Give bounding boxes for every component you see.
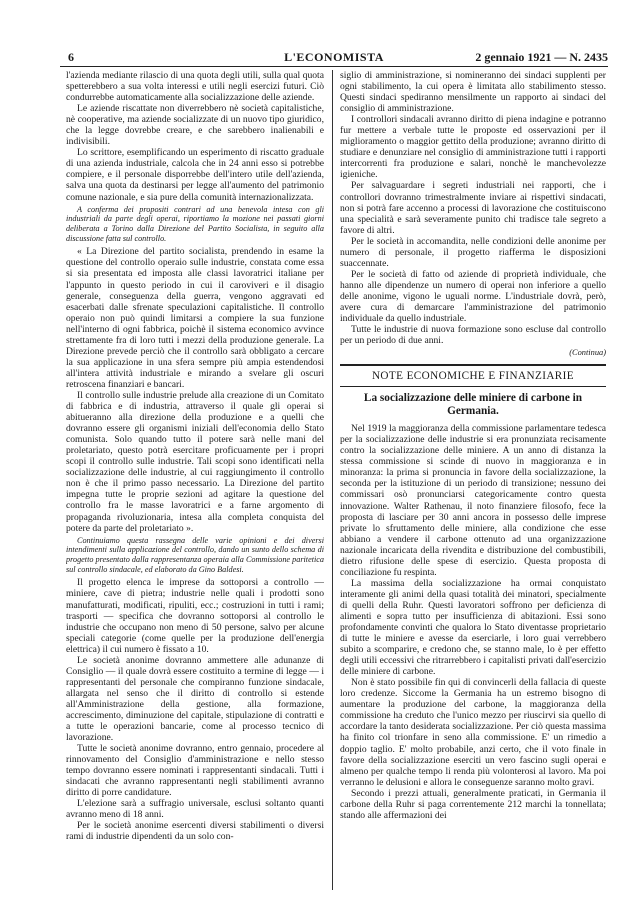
quoted-motion: Il controllo sulle industrie prelude alla creazione di un Comitato di fabbrica e di industria, attraverso il quale gli operai si abitueranno alla direzione della produzione e a quelli che dovranno essere gli organismi iniziali dell'economia dello Stato comunista. Solo quando tutto il potere sarà nelle mani del proletariato, questo potrà esercitare proficuamente per i propri scopi il controllo sulle industrie. Tali scopi sono identificati nella socializzazione delle industrie, al cui raggiungimento il controllo non è che il primo passo necessario. La Direzione del partito impegna tutte le proprie sezioni ad agitare la questione del controllo fra le masse lavoratrici e a farne argomento di propaganda rivoluzionaria, intesa alla completa conquista del potere da parte del proletariato ». xyxy=(66,389,324,534)
paragraph: Le aziende riscattate non diverrebbero nè società capitalistiche, nè cooperative, ma aziende socializzate di un nuovo tipo giuridico, che la legge dovrebbe creare, e che sarebbero inalienabili e indivisibili. xyxy=(66,103,324,148)
header-rule xyxy=(60,66,608,67)
paragraph: Per salvaguardare i segreti industriali nei rapporti, che i controllori dovranno trimestralmente inviare ai rispettivi sindacati, non si potrà fare accenno a processi di lavorazione che costituiscono una specialità e sarà severamente punito chi tradisce tale segreto a favore di altri. xyxy=(340,180,606,236)
paragraph: Per le società di fatto od aziende di proprietà individuale, che hanno alle dipendenze un numero di operai non inferiore a quello delle anonime, vigono le uguali norme. L'industriale dovrà, però, avere cura di demarcare l'amministrazione del patrimonio individuale da quello industriale. xyxy=(340,268,606,325)
paragraph: l'azienda mediante rilascio di una quota degli utili, sulla qual quota spetterebbero a sua volta interessi e utili negli esercizi futuri. Ciò condurrebbe automaticamente alla socializzazione delle aziende. xyxy=(66,70,324,104)
paragraph: Secondo i prezzi attuali, generalmente praticati, in Germania il carbone della Ruhr si paga correntemente 212 marchi la tonnellata; stando alle affermazioni dei xyxy=(340,787,606,821)
paragraph: Per le società in accomandita, nelle condizioni delle anonime per numero di personale, il progetto riafferma le disposizioni suaccennate. xyxy=(340,235,606,269)
paragraph: Non è stato possibile fin qui di convincerli della fallacia di queste loro credenze. Siccome la Germania ha un estremo bisogno di aumentare la produzione del carbone, la maggioranza della commissione ha creduto che l'unico mezzo per riuscirvi sia quello di accordare la tanto desiderata socializzazione. Per ciò questa massima ha finito col trionfare in seno alla commissione. E' un rimedio a doppio taglio. E' molto probabile, anzi certo, che il voto finale in favore della socializzazione eserciti un vero fascino sugli operai e almeno per qualche tempo li renda più volonterosi al lavoro. Ma poi verranno le delusioni e allora le conseguenze saranno molto gravi. xyxy=(340,677,606,788)
paragraph: I controllori sindacali avranno diritto di piena indagine e potranno fur mettere a verbale tutte le proposte ed osservazioni per il miglioramento o maggior gettito della produzione; avranno diritto di studiare e denunziare nel consiglio di amministrazione tutti i rapporti intercorrenti fra produzione e salari, nonchè le manchevolezze igieniche. xyxy=(340,114,606,181)
article-title: La socializzazione delle miniere di carbone in Germania. xyxy=(363,392,583,418)
paragraph: Per le società anonime esercenti diversi stabilimenti o diversi rami di industrie dipendenti da un solo con- xyxy=(66,820,324,843)
column-divider xyxy=(332,70,333,890)
paragraph: L'elezione sarà a suffragio universale, esclusi soltanto quanti avranno meno di 18 anni. xyxy=(66,798,324,821)
paragraph: siglio di amministrazione, si nomineranno dei sindaci supplenti per ogni stabilimento, la cui opera è limitata allo stabilimento stesso. Questi sindaci spediranno mensilmente un rapporto ai sindaci del consiglio di amministrazione. xyxy=(340,70,606,115)
editorial-note: A conferma dei propositi contrari ad una benevola intesa con gli industriali da parte degli operai, riportiamo la mozione nei passati giorni deliberata a Torino dalla Direzione del Partito Socialista, in seguito alla discussione fatta sul controllo. xyxy=(66,204,324,243)
issue-date: 2 gennaio 1921 — N. 2435 xyxy=(475,50,608,64)
paragraph: Tutte le società anonime dovranno, entro gennaio, procedere al rinnovamento del Consiglio d'amministrazione e nello stesso tempo dovranno essere nominati i rappresentanti sindacali. Tutti i sindacati che avranno rappresentanti negli stabilimenti avranno diritto di porre candidature. xyxy=(66,743,324,799)
quoted-motion: « La Direzione del partito socialista, prendendo in esame la questione del controllo operaio sulle industrie, constata come essa si sia presentata ed imposta alle classi lavoratrici italiane per l'appunto in questo periodo in cui il caroviveri e il disagio generale, conseguenza della guerra, vengono aggravati ed esacerbati dalle sfrenate speculazioni capitalistiche. Il controllo operaio non può quindi limitarsi a compiere la sua funzione nell'interno di ogni fabbrica, poichè il sistema economico avvince strettamente fra di loro tutti i mezzi della produzione generale. La Direzione prevede perciò che il controllo sarà obbligato a cercare la sua applicazione in una sfera sempre più ampia estendendosi all'intera attività industriale e mirando a svelare gli oscuri retroscena finanziari e bancari. xyxy=(66,246,324,390)
paragraph: Tutte le industrie di nuova formazione sono escluse dal controllo per un periodo di due anni. xyxy=(340,324,606,347)
journal-title: L'ECONOMISTA xyxy=(284,50,384,64)
left-column xyxy=(66,70,324,892)
paragraph: Il progetto elenca le imprese da sottoporsi a controllo — miniere, cave di pietra; industrie nelle quali i prodotti sono manufatturati, modificati, ripuliti, ecc.; costruzioni in tutti i rami; trasporti — specifica che dovranno sottoporsi al controllo le industrie che occupano non meno di 50 persone, salvo per alcune speciali categorie (come quelle per la produzione dell'energia elettrica) il cui numero è fissato a 10. xyxy=(66,577,324,655)
editorial-note: Continuiamo questa rassegna delle varie opinioni e dei diversi intendimenti sulla applicazione del controllo, dando un sunto dello schema di progetto presentato dalla rappresentanza operaia alla Commissione paritetica sul controllo sindacale, ed elaborato da Gino Baldesi. xyxy=(66,535,324,574)
paragraph: Nel 1919 la maggioranza della commissione parlamentare tedesca per la socializzazione delle industrie si era pronunziata recisamente contro la socializzazione delle miniere. A un anno di distanza la stessa commissione si scinde di nuovo in maggioranza e in minoranza: la prima si pronuncia in favore della socializzazione, la seconda per la istituzione di un periodo di transizione; nessuno dei commissari osò pronunciarsi categoricamente contro questa innovazione. Walter Rathenau, il noto finanziere filosofo, fece la proposta di lasciare per 30 anni ancora in possesso delle imprese private lo sfruttamento delle miniere, alla condizione che esse abbiano a vendere il carbone ottenuto ad una organizzazione nazionale incaricata della rivendita e distribuzione del combustibili, dietro rifusione delle spese di esercizio. Questa proposta di conciliazione fu respinta. xyxy=(340,423,606,578)
page-header xyxy=(60,50,608,66)
page-number: 6 xyxy=(68,50,74,64)
paragraph: La massima della socializzazione ha ormai conquistato interamente gli animi della quasi totalità dei minatori, specialmente di quelli della Ruhr. Questi lavoratori soffrono per deficienza di alimenti e sopra tutto per insufficienza di abitazioni. Essi sono profondamente convinti che qualora lo Stato diventasse proprietario di tutte le miniere e avesse da eserciarle, i loro guai verrebbero subito a scomparire, e credono che, se stanno male, lo è per effetto degli utili eccessivi che ritrarrebbero i capitalisti privati dall'esercizio delle miniere di carbone. xyxy=(340,577,606,678)
section-title: NOTE ECONOMICHE E FINANZIARIE xyxy=(371,370,575,383)
paragraph: Lo scrittore, esemplificando un esperimento di riscatto graduale di una azienda industriale, calcola che in 24 anni esso si potrebbe compiere, e il personale disporrebbe dell'intero utile dell'azienda, salva una quota da destinarsi per legge all'aumento del patrimonio comune nazionale, e sia pure della comunità internazionalizzata. xyxy=(66,147,324,203)
section-heading xyxy=(340,364,606,387)
right-column xyxy=(340,70,606,892)
continued-marker: (Continua) xyxy=(569,348,606,358)
paragraph: Le società anonime dovranno ammettere alle adunanze di Consiglio — il quale dovrà essere costituito a termine di legge — i rappresentanti del personale che compiranno funzione sindacale, allargata nel senso che il diritto di controllo si estende all'Amministrazione della gestione, alla formazione, accrescimento, diminuzione del capitale, stipulazione di contratti e a tutte le operazioni bancarie, come al processo tecnico di lavorazione. xyxy=(66,654,324,744)
